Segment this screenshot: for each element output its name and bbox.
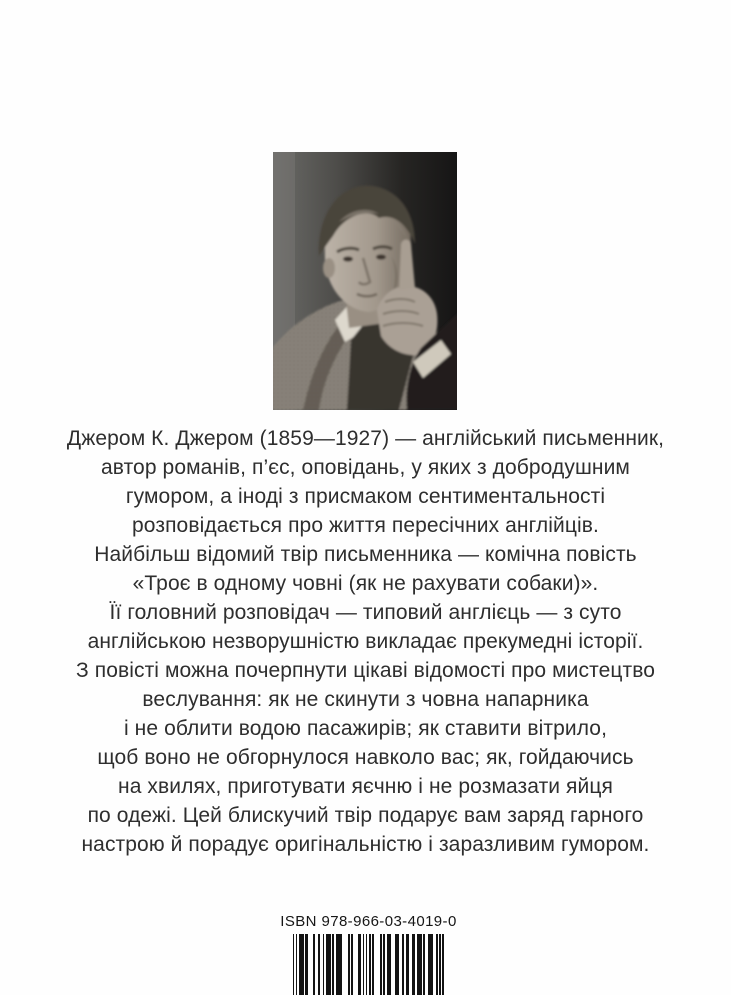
description-line: автор романів, п’єс, оповідань, у яких з добродушним: [101, 456, 630, 479]
description-line: гумором, а іноді з присмаком сентиментальності: [125, 485, 606, 508]
description-line: щоб воно не обгорнулося навколо вас; як, гойдаючись: [97, 746, 634, 769]
author-portrait-photo: [273, 152, 457, 410]
description-line: Найбільш відомий твір письменника — комічна повість: [94, 543, 637, 566]
isbn-number: ISBN 978-966-03-4019-0: [280, 913, 457, 930]
description-line: розповідається про життя пересічних англійців.: [132, 514, 599, 537]
description-line: настрою й порадує оригінальністю і заразливим гумором.: [81, 833, 650, 856]
description-line: англійською незворушністю викладає прекумедні історії.: [87, 630, 644, 653]
isbn-block: [0, 911, 731, 995]
description-line: по одежі. Цей блискучий твір подарує вам заряд гарного: [87, 804, 644, 827]
description-line: Її головний розповідач — типовий англієць — з суто: [109, 601, 622, 624]
description-line: «Троє в одному човні (як не рахувати собаки)».: [132, 572, 599, 595]
author-description: [0, 424, 731, 859]
description-line: З повісті можна почерпнути цікаві відомості про мистецтво: [76, 659, 655, 682]
portrait-illustration: [273, 152, 457, 410]
description-line: Джером К. Джером (1859—1927) — англійський письменник,: [66, 427, 665, 450]
description-line: і не облити водою пасажирів; як ставити вітрило,: [123, 717, 608, 740]
description-line: веслування: як не скинути з човна напарника: [142, 688, 589, 711]
ean13-barcode-icon: [293, 934, 445, 995]
description-line: на хвилях, приготувати яєчню і не розмазати яйця: [118, 775, 613, 798]
